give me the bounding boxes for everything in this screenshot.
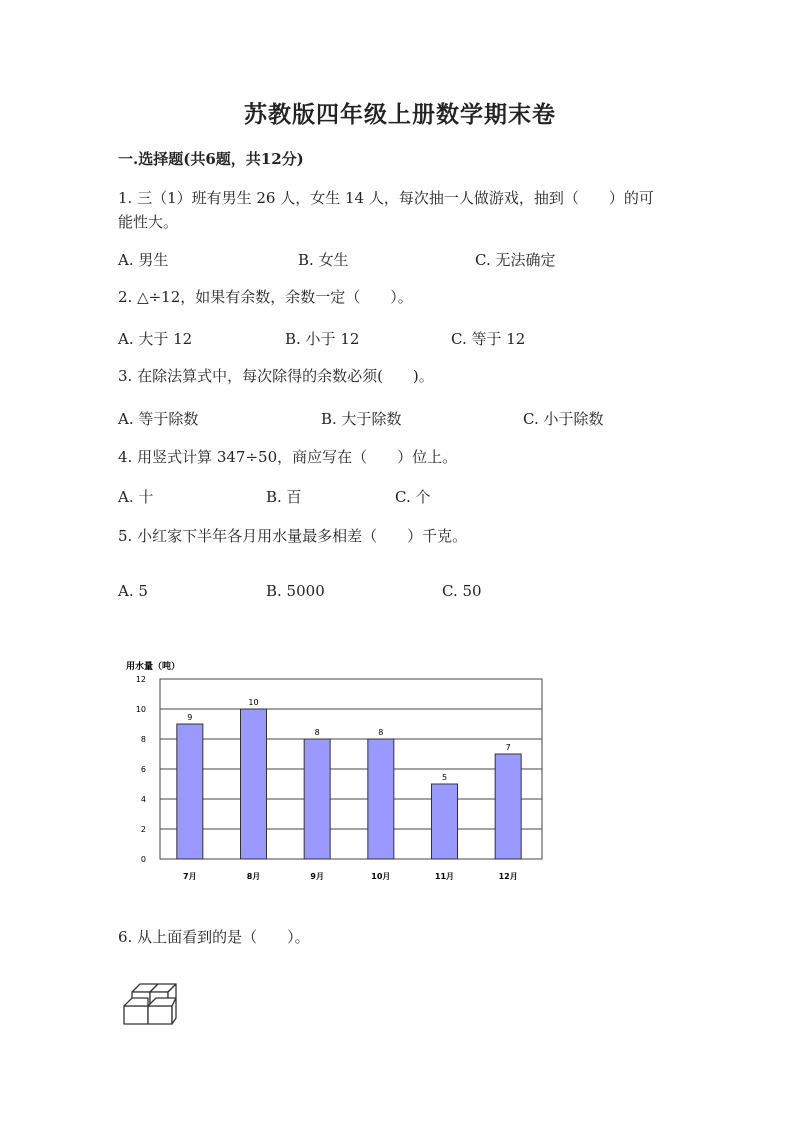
question-3-option-c[interactable]: C. 小于除数: [523, 410, 604, 428]
question-2-option-c[interactable]: C. 等于 12: [451, 330, 526, 348]
question-6: 6. 从上面看到的是（ ）。: [118, 928, 310, 946]
question-2-option-a[interactable]: A. 大于 12: [118, 330, 193, 348]
bar: [495, 754, 521, 859]
y-tick-label: 8: [140, 735, 146, 744]
question-4: 4. 用竖式计算 347÷50，商应写在（ ）位上。: [118, 448, 458, 466]
page-title: 苏教版四年级上册数学期末卷: [244, 101, 556, 128]
bar-value-label: 7: [505, 743, 511, 752]
question-4-option-b[interactable]: B. 百: [266, 488, 302, 506]
question-4-option-c[interactable]: C. 个: [395, 488, 431, 506]
x-tick-label: 11月: [434, 872, 455, 881]
question-1-option-c[interactable]: C. 无法确定: [475, 251, 556, 269]
y-tick-label: 4: [140, 795, 146, 804]
bar: [304, 739, 330, 859]
bar-value-label: 9: [187, 713, 193, 722]
question-3-option-a[interactable]: A. 等于除数: [118, 410, 199, 428]
bar-value-label: 10: [248, 698, 259, 707]
question-3-option-b[interactable]: B. 大于除数: [321, 410, 402, 428]
question-5: 5. 小红家下半年各月用水量最多相差（ ）千克。: [118, 527, 468, 545]
bar: [368, 739, 394, 859]
question-1-line-1: 1. 三（1）班有男生 26 人，女生 14 人，每次抽一人做游戏，抽到（ ）的可: [118, 189, 654, 207]
question-1: [118, 186, 654, 234]
question-1-line-2: 能性大。: [118, 213, 179, 231]
question-2: 2. △÷12，如果有余数，余数一定（ ）。: [118, 288, 413, 306]
bar: [432, 784, 458, 859]
water-usage-chart: [118, 655, 558, 890]
y-tick-label: 2: [140, 825, 146, 834]
section-heading: 一.选择题(共6题，共12分): [118, 150, 304, 168]
question-1-option-b[interactable]: B. 女生: [298, 251, 349, 269]
x-tick-label: 9月: [310, 872, 324, 881]
water-usage-chart-svg: [118, 655, 558, 890]
question-5-option-c[interactable]: C. 50: [442, 582, 482, 600]
question-4-option-a[interactable]: A. 十: [118, 488, 154, 506]
bar-value-label: 8: [314, 728, 320, 737]
x-tick-label: 7月: [183, 872, 197, 881]
y-tick-label: 0: [140, 855, 146, 864]
bar-value-label: 8: [378, 728, 384, 737]
bar: [177, 724, 203, 859]
question-5-option-a[interactable]: A. 5: [118, 582, 148, 600]
y-tick-label: 6: [140, 765, 146, 774]
question-1-option-a[interactable]: A. 男生: [118, 251, 169, 269]
cube-stack-figure: [118, 978, 182, 1028]
y-tick-label: 10: [135, 705, 146, 714]
bar-value-label: 5: [441, 773, 448, 782]
x-tick-label: 10月: [371, 872, 391, 881]
x-tick-label: 8月: [246, 872, 261, 881]
question-5-option-b[interactable]: B. 5000: [266, 582, 325, 600]
y-axis-title: 用水量（吨）: [126, 662, 181, 672]
bar: [241, 709, 267, 859]
question-2-option-b[interactable]: B. 小于 12: [285, 330, 360, 348]
x-tick-label: 12月: [498, 872, 518, 881]
question-3: 3. 在除法算式中，每次除得的余数必须( )。: [118, 367, 434, 385]
y-tick-label: 12: [135, 675, 146, 684]
